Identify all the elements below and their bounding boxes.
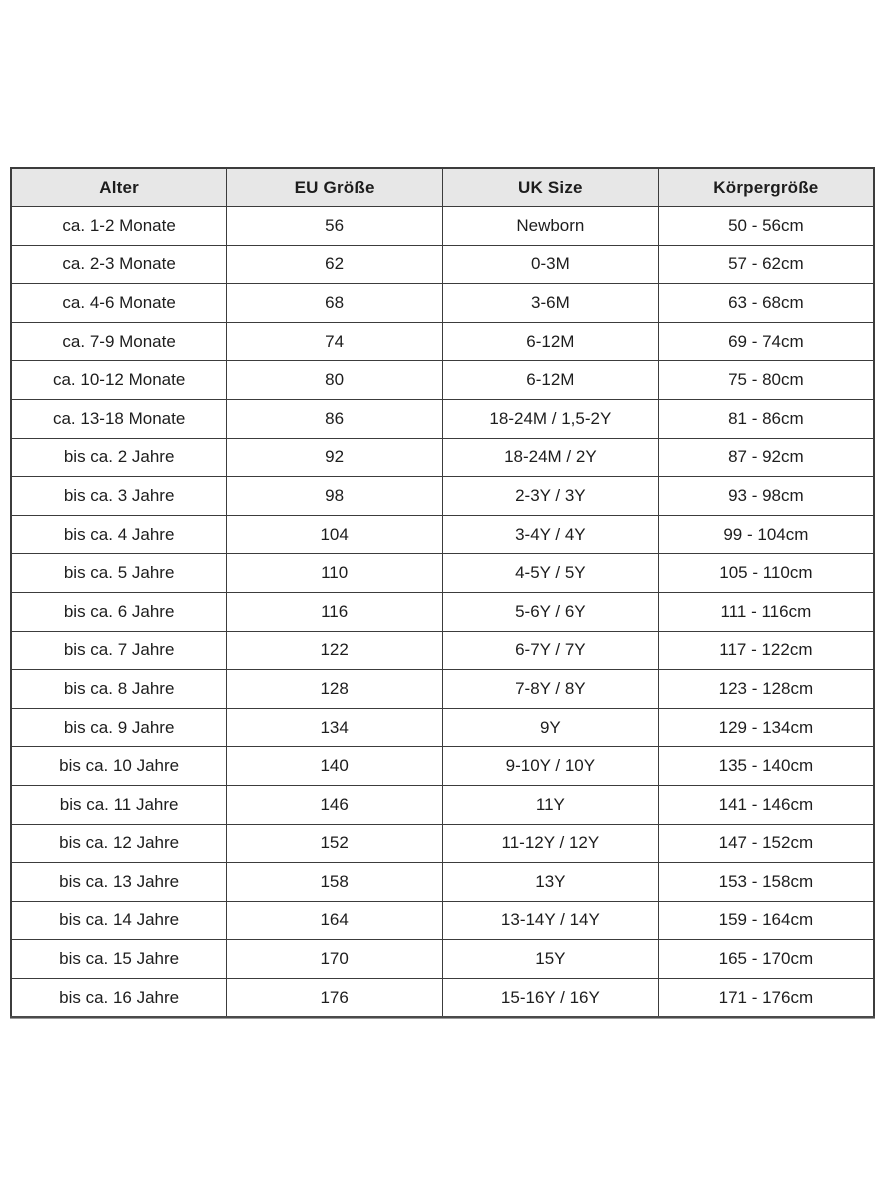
table-row	[11, 631, 874, 670]
table-cell: 171 - 176cm	[658, 978, 874, 1017]
table-cell: 7-8Y / 8Y	[443, 670, 659, 709]
table-cell: 69 - 74cm	[658, 322, 874, 361]
table-cell: 63 - 68cm	[658, 284, 874, 323]
table-cell: 13-14Y / 14Y	[443, 901, 659, 940]
header-row	[11, 168, 874, 207]
table-body	[11, 207, 874, 1018]
table-cell: 141 - 146cm	[658, 785, 874, 824]
table-row	[11, 399, 874, 438]
table-cell: 123 - 128cm	[658, 670, 874, 709]
table-cell: 92	[227, 438, 443, 477]
table-cell: 158	[227, 863, 443, 902]
table-cell: 135 - 140cm	[658, 747, 874, 786]
table-cell: 68	[227, 284, 443, 323]
table-cell: 129 - 134cm	[658, 708, 874, 747]
header-uk-size: UK Size	[443, 168, 659, 207]
table-cell: 147 - 152cm	[658, 824, 874, 863]
table-cell: 93 - 98cm	[658, 477, 874, 516]
table-cell: 11Y	[443, 785, 659, 824]
table-cell: 50 - 56cm	[658, 207, 874, 246]
table-cell: 80	[227, 361, 443, 400]
table-cell: 105 - 110cm	[658, 554, 874, 593]
table-cell: 9-10Y / 10Y	[443, 747, 659, 786]
table-row	[11, 901, 874, 940]
table-cell: ca. 2-3 Monate	[11, 245, 227, 284]
table-cell: 62	[227, 245, 443, 284]
table-cell: 9Y	[443, 708, 659, 747]
table-cell: bis ca. 10 Jahre	[11, 747, 227, 786]
table-cell: 74	[227, 322, 443, 361]
table-cell: 75 - 80cm	[658, 361, 874, 400]
table-row	[11, 477, 874, 516]
size-chart-table	[10, 167, 875, 1018]
table-cell: 13Y	[443, 863, 659, 902]
table-cell: 146	[227, 785, 443, 824]
table-row	[11, 284, 874, 323]
table-row	[11, 824, 874, 863]
table-cell: 165 - 170cm	[658, 940, 874, 979]
table-cell: 111 - 116cm	[658, 592, 874, 631]
table-row	[11, 708, 874, 747]
header-alter: Alter	[11, 168, 227, 207]
table-cell: 3-6M	[443, 284, 659, 323]
table-cell: 152	[227, 824, 443, 863]
table-cell: bis ca. 8 Jahre	[11, 670, 227, 709]
table-cell: ca. 13-18 Monate	[11, 399, 227, 438]
table-cell: bis ca. 3 Jahre	[11, 477, 227, 516]
table-cell: 15Y	[443, 940, 659, 979]
table-cell: 86	[227, 399, 443, 438]
table-cell: 159 - 164cm	[658, 901, 874, 940]
header-eu-groesse: EU Größe	[227, 168, 443, 207]
table-cell: 3-4Y / 4Y	[443, 515, 659, 554]
table-cell: ca. 10-12 Monate	[11, 361, 227, 400]
header-koerpergroesse: Körpergröße	[658, 168, 874, 207]
table-cell: 6-12M	[443, 322, 659, 361]
table-cell: 98	[227, 477, 443, 516]
table-cell: bis ca. 7 Jahre	[11, 631, 227, 670]
table-cell: bis ca. 2 Jahre	[11, 438, 227, 477]
table-cell: bis ca. 9 Jahre	[11, 708, 227, 747]
table-cell: 117 - 122cm	[658, 631, 874, 670]
table-cell: 4-5Y / 5Y	[443, 554, 659, 593]
table-cell: 176	[227, 978, 443, 1017]
table-cell: 6-7Y / 7Y	[443, 631, 659, 670]
table-cell: 170	[227, 940, 443, 979]
table-cell: 134	[227, 708, 443, 747]
table-cell: 57 - 62cm	[658, 245, 874, 284]
table-cell: Newborn	[443, 207, 659, 246]
table-cell: bis ca. 13 Jahre	[11, 863, 227, 902]
table-row	[11, 322, 874, 361]
table-row	[11, 245, 874, 284]
table-cell: 2-3Y / 3Y	[443, 477, 659, 516]
table-row	[11, 978, 874, 1017]
table-cell: 56	[227, 207, 443, 246]
table-cell: 110	[227, 554, 443, 593]
table-cell: 153 - 158cm	[658, 863, 874, 902]
table-cell: 140	[227, 747, 443, 786]
table-row	[11, 361, 874, 400]
table-cell: 87 - 92cm	[658, 438, 874, 477]
table-cell: ca. 4-6 Monate	[11, 284, 227, 323]
table-cell: bis ca. 15 Jahre	[11, 940, 227, 979]
table-cell: 11-12Y / 12Y	[443, 824, 659, 863]
table-row	[11, 438, 874, 477]
table-cell: 128	[227, 670, 443, 709]
table-cell: 104	[227, 515, 443, 554]
table-header	[11, 168, 874, 207]
table-cell: ca. 7-9 Monate	[11, 322, 227, 361]
table-cell: 164	[227, 901, 443, 940]
table-cell: bis ca. 6 Jahre	[11, 592, 227, 631]
table-cell: 99 - 104cm	[658, 515, 874, 554]
table-cell: bis ca. 4 Jahre	[11, 515, 227, 554]
table-cell: ca. 1-2 Monate	[11, 207, 227, 246]
table-row	[11, 670, 874, 709]
table-cell: bis ca. 5 Jahre	[11, 554, 227, 593]
table-cell: 116	[227, 592, 443, 631]
table-row	[11, 515, 874, 554]
table-cell: 122	[227, 631, 443, 670]
table-cell: 0-3M	[443, 245, 659, 284]
table-cell: bis ca. 16 Jahre	[11, 978, 227, 1017]
table-cell: 18-24M / 2Y	[443, 438, 659, 477]
table-cell: bis ca. 11 Jahre	[11, 785, 227, 824]
table-row	[11, 785, 874, 824]
table-cell: 18-24M / 1,5-2Y	[443, 399, 659, 438]
table-cell: 5-6Y / 6Y	[443, 592, 659, 631]
table-row	[11, 207, 874, 246]
table-cell: 15-16Y / 16Y	[443, 978, 659, 1017]
table-row	[11, 863, 874, 902]
table-cell: bis ca. 14 Jahre	[11, 901, 227, 940]
table-cell: 81 - 86cm	[658, 399, 874, 438]
table-cell: bis ca. 12 Jahre	[11, 824, 227, 863]
table-row	[11, 554, 874, 593]
table-row	[11, 940, 874, 979]
table-cell: 6-12M	[443, 361, 659, 400]
table-row	[11, 747, 874, 786]
table-row	[11, 592, 874, 631]
